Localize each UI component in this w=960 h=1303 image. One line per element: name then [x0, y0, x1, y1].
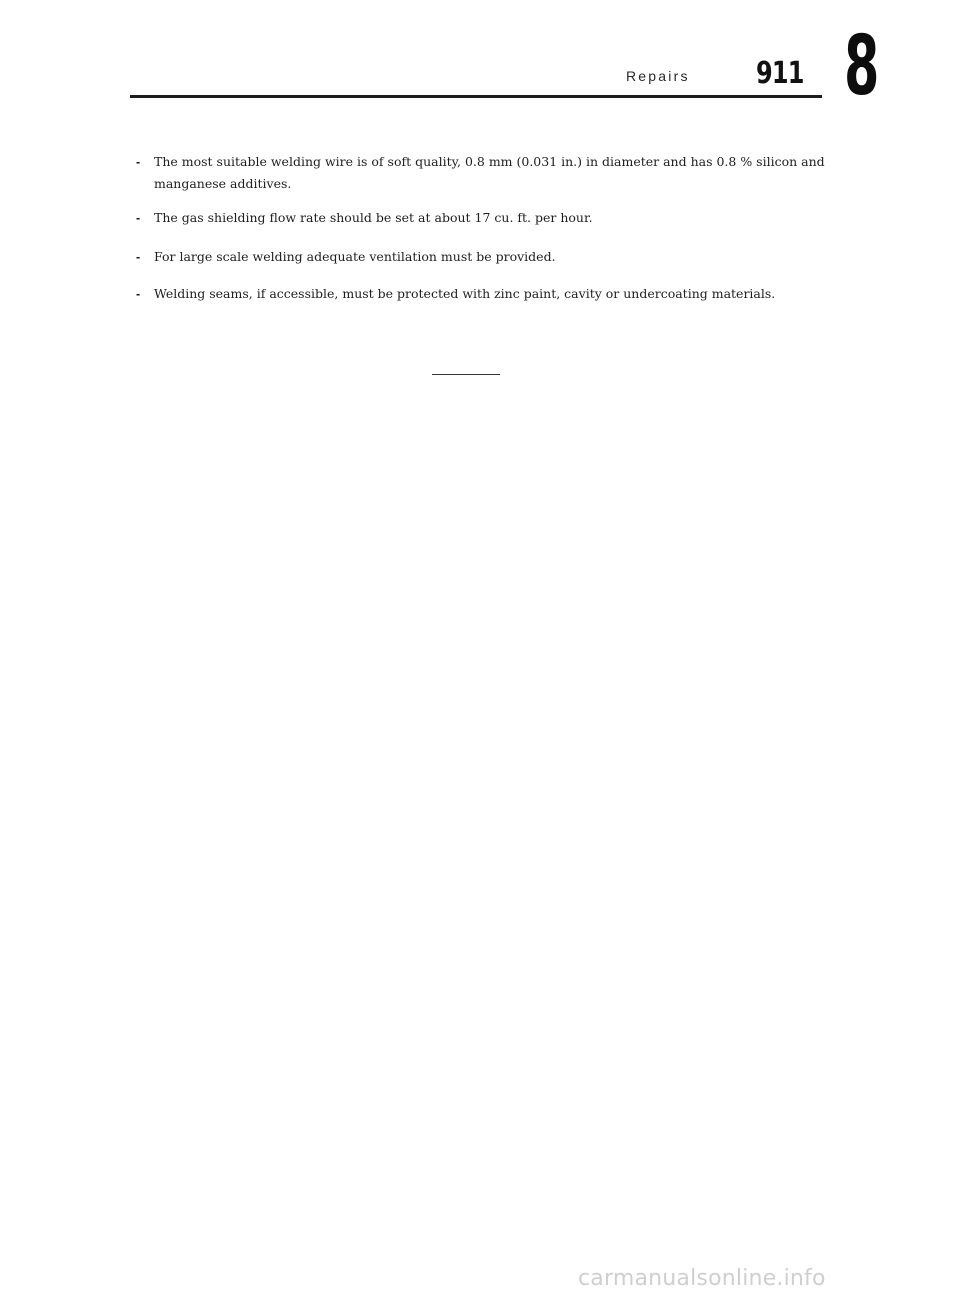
- list-item-text: The most suitable welding wire is of soft quality, 0.8 mm (0.031 in.) in diameter and has 0.8 % silicon and manganese additives.: [154, 154, 825, 191]
- model-number: 911: [756, 56, 804, 91]
- list-item-ventilation: [136, 246, 826, 268]
- header-rule: [130, 95, 822, 98]
- list-bullet: -: [136, 250, 141, 264]
- section-title: Repairs: [626, 68, 690, 84]
- list-item-welding-seams: [136, 283, 826, 305]
- list-item-text: For large scale welding adequate ventilation must be provided.: [154, 249, 556, 264]
- section-end-rule: [432, 374, 500, 375]
- page-header: [0, 0, 960, 114]
- list-bullet: -: [136, 155, 141, 169]
- list-item-gas-flow: [136, 207, 826, 229]
- list-bullet: -: [136, 211, 141, 225]
- chapter-number: 8: [844, 19, 880, 114]
- list-bullet: -: [136, 287, 141, 301]
- list-item-text: Welding seams, if accessible, must be protected with zinc paint, cavity or undercoating materials.: [154, 286, 776, 301]
- site-watermark: carmanualsonline.info: [578, 1266, 826, 1291]
- list-item-text: The gas shielding flow rate should be set at about 17 cu. ft. per hour.: [154, 210, 593, 225]
- list-item-welding-wire: [136, 151, 826, 195]
